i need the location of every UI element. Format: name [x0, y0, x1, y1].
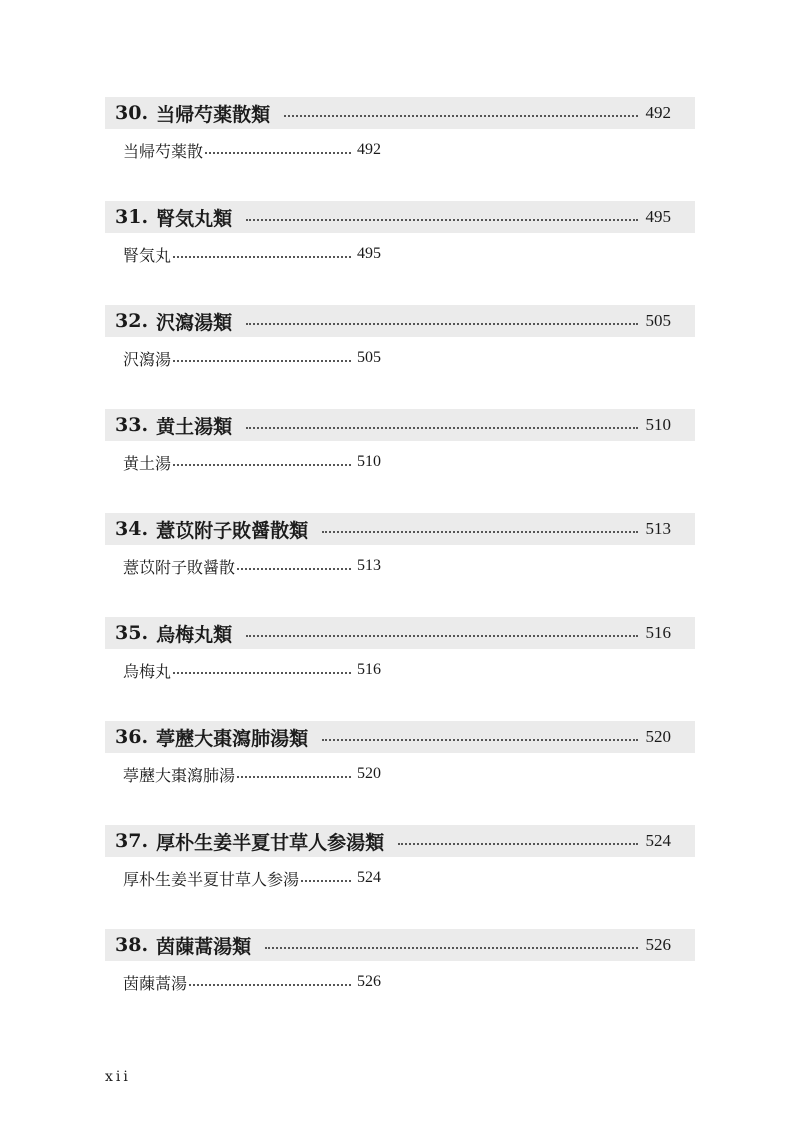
- category-number: 32.: [115, 310, 149, 332]
- category-heading[interactable]: [105, 97, 695, 129]
- dot-leader: [246, 635, 637, 637]
- dot-leader: [237, 776, 351, 778]
- category-number: 37.: [115, 830, 149, 852]
- category-heading[interactable]: [105, 513, 695, 545]
- toc-entry[interactable]: [105, 762, 695, 786]
- category-title: 沢瀉湯類: [156, 311, 233, 334]
- toc-section: [105, 721, 695, 825]
- category-heading[interactable]: [105, 409, 695, 441]
- category-heading[interactable]: [105, 201, 695, 233]
- entry-title: 沢瀉湯: [123, 349, 172, 369]
- category-heading[interactable]: [105, 721, 695, 753]
- category-page: 516: [645, 623, 671, 642]
- dot-leader: [265, 947, 637, 949]
- toc-entry[interactable]: [105, 138, 695, 162]
- toc-section: [105, 825, 695, 929]
- category-heading[interactable]: [105, 929, 695, 961]
- toc-entry[interactable]: [105, 242, 695, 266]
- category-title: 葶藶大棗瀉肺湯類: [156, 727, 309, 750]
- dot-leader: [398, 843, 637, 845]
- category-title: 茵蔯蒿湯類: [156, 935, 252, 958]
- entry-page: 524: [357, 869, 382, 886]
- category-title: 薏苡附子敗醤散類: [156, 519, 309, 542]
- category-title: 当帰芍薬散類: [156, 103, 271, 126]
- entry-page: 492: [357, 141, 382, 158]
- entry-page: 513: [357, 557, 382, 574]
- category-page: 524: [645, 831, 671, 850]
- page-number: xii: [105, 1069, 131, 1085]
- category-number: 36.: [115, 726, 149, 748]
- category-page: 513: [645, 519, 671, 538]
- entry-title: 黄土湯: [123, 453, 172, 473]
- toc-entry[interactable]: [105, 450, 695, 474]
- dot-leader: [246, 323, 637, 325]
- toc-entry[interactable]: [105, 346, 695, 370]
- toc-section: [105, 617, 695, 721]
- entry-title: 薏苡附子敗醤散: [123, 557, 236, 577]
- entry-title: 当帰芍薬散: [123, 141, 204, 161]
- category-title: 厚朴生姜半夏甘草人参湯類: [156, 831, 385, 854]
- toc-entry[interactable]: [105, 658, 695, 682]
- dot-leader: [237, 568, 351, 570]
- entry-title: 葶藶大棗瀉肺湯: [123, 765, 236, 785]
- toc-entry[interactable]: [105, 970, 695, 994]
- dot-leader: [246, 219, 637, 221]
- category-number: 33.: [115, 414, 149, 436]
- category-number: 34.: [115, 518, 149, 540]
- category-page: 505: [645, 311, 671, 330]
- dot-leader: [173, 360, 351, 362]
- toc-section: [105, 929, 695, 1033]
- entry-page: 505: [357, 349, 382, 366]
- category-page: 510: [645, 415, 671, 434]
- category-page: 526: [645, 935, 671, 954]
- dot-leader: [173, 672, 351, 674]
- dot-leader: [284, 115, 637, 117]
- category-heading[interactable]: [105, 825, 695, 857]
- dot-leader: [205, 152, 351, 154]
- dot-leader: [322, 531, 637, 533]
- entry-title: 茵蔯蒿湯: [123, 973, 188, 993]
- entry-page: 520: [357, 765, 382, 782]
- entry-page: 516: [357, 661, 382, 678]
- entry-page: 526: [357, 973, 382, 990]
- toc-section: [105, 409, 695, 513]
- entry-title: 厚朴生姜半夏甘草人参湯: [123, 869, 300, 889]
- toc-section: [105, 305, 695, 409]
- table-of-contents: [105, 97, 695, 1033]
- category-page: 520: [645, 727, 671, 746]
- toc-entry[interactable]: [105, 554, 695, 578]
- toc-section: [105, 201, 695, 305]
- category-title: 烏梅丸類: [156, 623, 233, 646]
- category-number: 38.: [115, 934, 149, 956]
- category-number: 31.: [115, 206, 149, 228]
- dot-leader: [246, 427, 637, 429]
- category-heading[interactable]: [105, 617, 695, 649]
- entry-title: 腎気丸: [123, 245, 172, 265]
- category-heading[interactable]: [105, 305, 695, 337]
- entry-title: 烏梅丸: [123, 661, 172, 681]
- toc-section: [105, 97, 695, 201]
- dot-leader: [189, 984, 351, 986]
- dot-leader: [301, 880, 351, 882]
- toc-entry[interactable]: [105, 866, 695, 890]
- category-title: 黄土湯類: [156, 415, 233, 438]
- category-title: 腎気丸類: [156, 207, 233, 230]
- category-number: 30.: [115, 102, 149, 124]
- category-number: 35.: [115, 622, 149, 644]
- entry-page: 495: [357, 245, 382, 262]
- category-page: 495: [645, 207, 671, 226]
- toc-section: [105, 513, 695, 617]
- dot-leader: [173, 464, 351, 466]
- dot-leader: [173, 256, 351, 258]
- category-page: 492: [645, 103, 671, 122]
- entry-page: 510: [357, 453, 382, 470]
- dot-leader: [322, 739, 637, 741]
